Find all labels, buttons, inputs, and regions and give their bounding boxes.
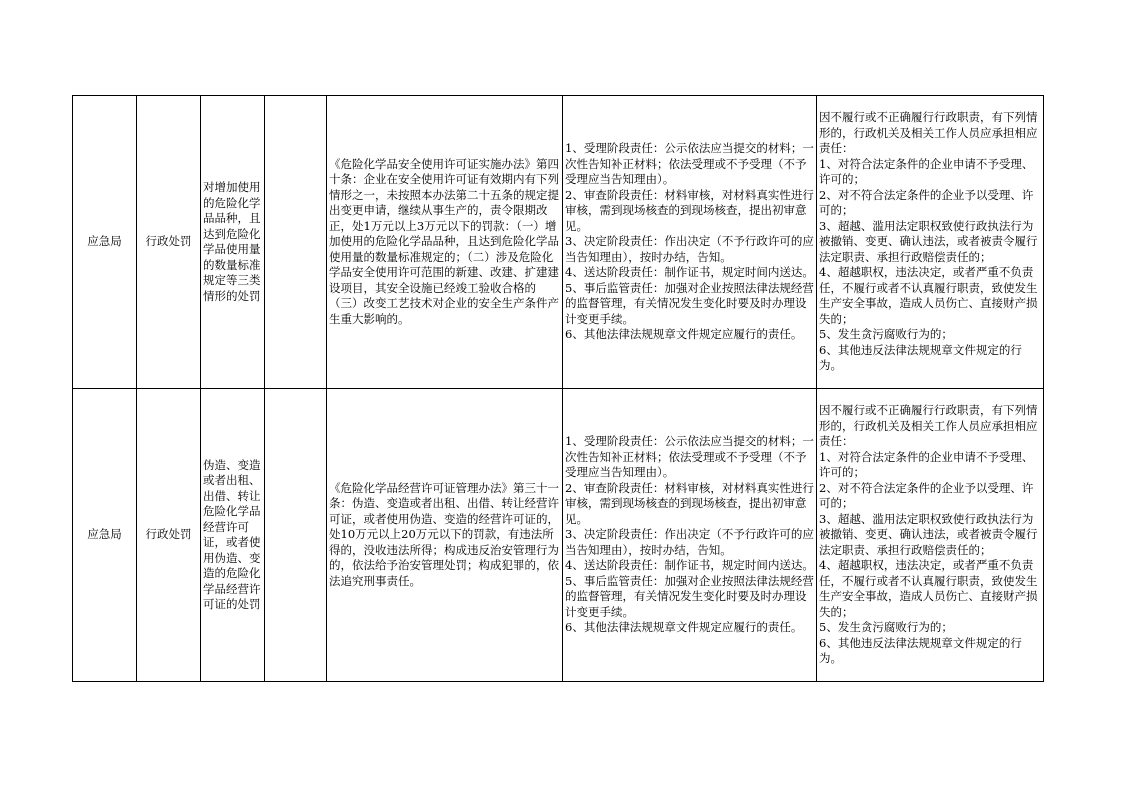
accountability-line: 因不履行或不正确履行行政职责，有下列情形的，行政机关及相关工作人员应承担相应责任：: [819, 403, 1038, 449]
department-cell: 应急局: [73, 389, 137, 682]
responsibility-line: 5、事后监管责任：加强对企业按照法律法规经营的监督管理，有关情况发生变化时要及时办理设计变更手续。: [565, 280, 814, 326]
responsibility-cell: [563, 389, 817, 682]
accountability-line: 1、对符合法定条件的企业申请不予受理、许可的；: [819, 156, 1034, 187]
responsibility-line: 1、受理阶段责任：公示依法应当提交的材料；一次性告知补正材料；依法受理或不予受理（不予受理应当告知理由）。: [565, 141, 814, 187]
responsibility-line: 2、审查阶段责任：材料审核，对材料真实性进行审核，需到现场核查的到现场核查，提出初审意见。: [565, 187, 814, 233]
accountability-cell: [817, 389, 1044, 682]
accountability-cell: [817, 96, 1044, 389]
accountability-line: 因不履行或不正确履行行政职责，有下列情形的，行政机关及相关工作人员应承担相应责任：: [819, 110, 1038, 156]
responsibility-cell: [563, 96, 817, 389]
accountability-line: 4、超越职权，违法决定，或者严重不负责任，不履行或者不认真履行职责，致使发生生产安全事故，造成人员伤亡、直接财产损失的；: [819, 265, 1038, 326]
responsibility-line: 4、送达阶段责任：制作证书，规定时间内送达。: [565, 558, 814, 573]
power-type-cell: 行政处罚: [137, 96, 201, 389]
item-name-cell: 对增加使用的危险化学品品种，且达到危险化学品使用量的数量标准规定等三类情形的处罚: [201, 96, 265, 389]
legal-basis-cell: 《危险化学品经营许可证管理办法》第三十一条：伪造、变造或者出租、出借、转让经营许可证，或者使用伪造、变造的经营许可证的，处10万元以上20万元以下的罚款，有违法所得的，没收违法所得；构成违反治安管理行为的，依法给予治安管理处罚；构成犯罪的，依法追究刑事责任。: [327, 389, 563, 682]
responsibility-line: 2、审查阶段责任：材料审核，对材料真实性进行审核，需到现场核查的到现场核查，提出初审意见。: [565, 480, 814, 526]
department-cell: 应急局: [73, 96, 137, 389]
responsibility-line: 6、其他法律法规规章文件规定应履行的责任。: [565, 620, 803, 635]
responsibility-line: 4、送达阶段责任：制作证书，规定时间内送达。: [565, 265, 814, 280]
item-code-cell: [265, 96, 327, 389]
item-code-cell: [265, 389, 327, 682]
responsibility-line: 3、决定阶段责任：作出决定（不予行政许可的应当告知理由），按时办结，告知。: [565, 527, 814, 557]
accountability-line: 5、发生贪污腐败行为的；: [819, 327, 953, 342]
table-row: [73, 389, 1044, 682]
accountability-line: 3、超越、滥用法定职权致使行政执法行为被撤销、变更、确认违法，或者被责令履行法定职责、承担行政赔偿责任的；: [819, 218, 1038, 264]
power-list-table: [72, 95, 1044, 682]
accountability-line: 6、其他违反法律法规规章文件规定的行为。: [819, 635, 1022, 666]
legal-basis-cell: 《危险化学品安全使用许可证实施办法》第四十条：企业在安全使用许可证有效期内有下列情形之一，未按照本办法第二十五条的规定提出变更申请，继续从事生产的，责令限期改正，处1万元以上3万元以下的罚款：（一）增加使用的危险化学品品种，且达到危险化学品使用量的数量标准规定的；（二）涉及危险化学品安全使用许可范围的新建、改建、扩建建设项目，其安全设施已经竣工验收合格的（三）改变工艺技术对企业的安全生产条件产生重大影响的。: [327, 96, 563, 389]
responsibility-line: 6、其他法律法规规章文件规定应履行的责任。: [565, 327, 803, 342]
accountability-line: 3、超越、滥用法定职权致使行政执法行为被撤销、变更、确认违法，或者被责令履行法定职责、承担行政赔偿责任的；: [819, 511, 1038, 557]
item-name-cell: 伪造、变造或者出租、出借、转让危险化学品经营许可证，或者使用伪造、变造的危险化学品经营许可证的处罚: [201, 389, 265, 682]
accountability-line: 4、超越职权，违法决定，或者严重不负责任，不履行或者不认真履行职责，致使发生生产安全事故，造成人员伤亡、直接财产损失的；: [819, 558, 1038, 619]
power-type-cell: 行政处罚: [137, 389, 201, 682]
accountability-line: 1、对符合法定条件的企业申请不予受理、许可的；: [819, 449, 1034, 480]
accountability-line: 2、对不符合法定条件的企业予以受理、许可的；: [819, 480, 1034, 511]
accountability-line: 5、发生贪污腐败行为的；: [819, 620, 953, 635]
responsibility-line: 3、决定阶段责任：作出决定（不予行政许可的应当告知理由），按时办结，告知。: [565, 234, 814, 264]
accountability-line: 6、其他违反法律法规规章文件规定的行为。: [819, 342, 1022, 373]
responsibility-line: 1、受理阶段责任：公示依法应当提交的材料；一次性告知补正材料；依法受理或不予受理（不予受理应当告知理由）。: [565, 434, 814, 480]
accountability-line: 2、对不符合法定条件的企业予以受理、许可的；: [819, 187, 1034, 218]
responsibility-line: 5、事后监管责任：加强对企业按照法律法规经营的监督管理，有关情况发生变化时要及时办理设计变更手续。: [565, 573, 814, 619]
table-row: [73, 96, 1044, 389]
